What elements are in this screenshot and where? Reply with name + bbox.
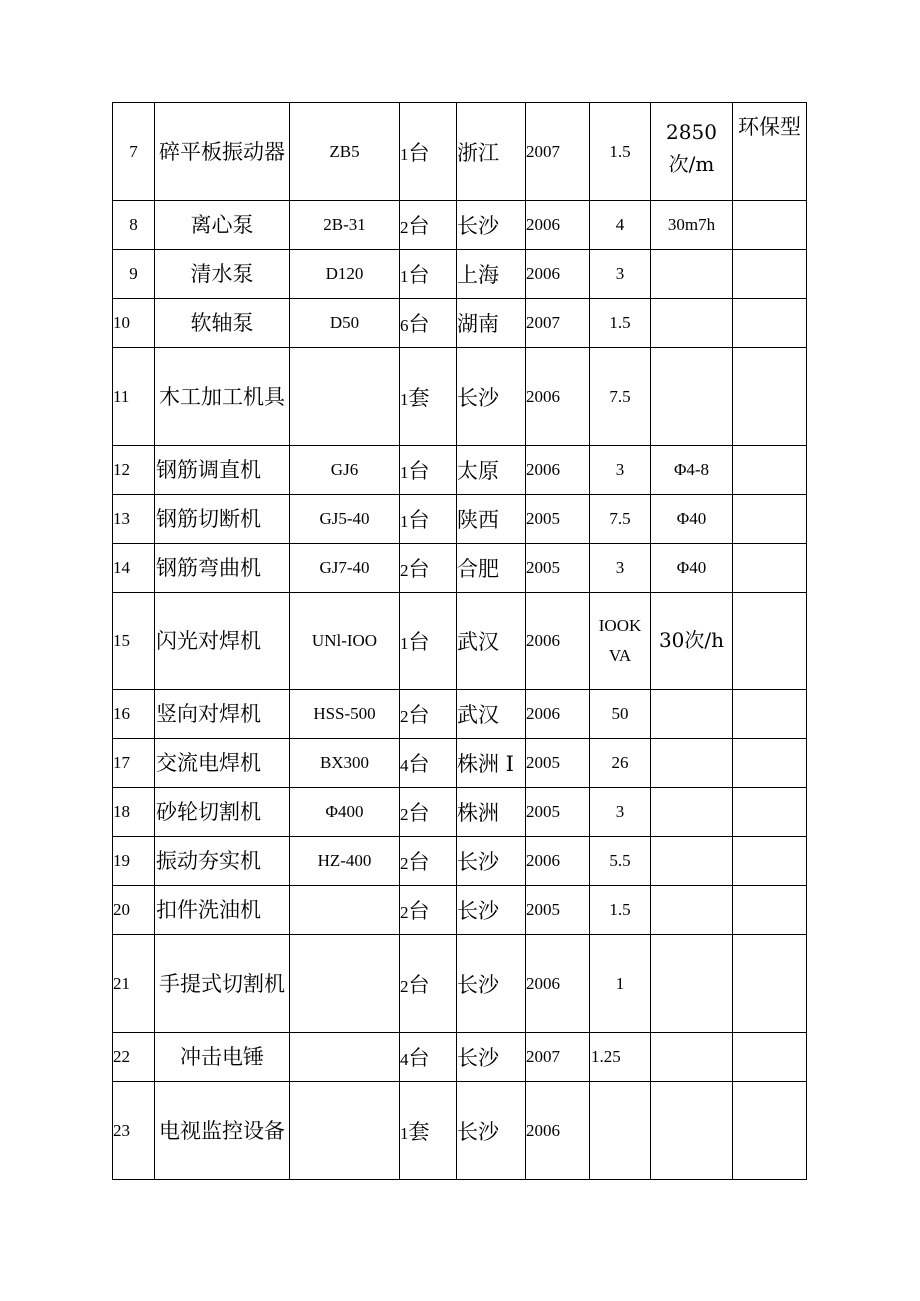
equipment-quantity: 4台 xyxy=(400,1033,457,1082)
equipment-name: 砂轮切割机 xyxy=(155,788,290,837)
equipment-model: HSS-500 xyxy=(290,690,400,739)
table-row xyxy=(113,299,807,348)
equipment-quantity: 1台 xyxy=(400,250,457,299)
row-number: 18 xyxy=(113,788,155,837)
equipment-spec: Φ40 xyxy=(651,544,733,593)
equipment-power xyxy=(590,1082,651,1180)
equipment-spec xyxy=(651,739,733,788)
equipment-note xyxy=(733,1033,807,1082)
equipment-origin: 长沙 xyxy=(457,1082,526,1180)
equipment-quantity: 2台 xyxy=(400,201,457,250)
equipment-power: IOOKVA xyxy=(590,593,651,690)
equipment-spec xyxy=(651,1033,733,1082)
equipment-power: 7.5 xyxy=(590,348,651,446)
equipment-year: 2006 xyxy=(526,690,590,739)
equipment-year: 2006 xyxy=(526,593,590,690)
table-row xyxy=(113,1033,807,1082)
equipment-note xyxy=(733,739,807,788)
equipment-power: 3 xyxy=(590,446,651,495)
row-number: 13 xyxy=(113,495,155,544)
equipment-model: BX300 xyxy=(290,739,400,788)
table-row xyxy=(113,1082,807,1180)
row-number: 12 xyxy=(113,446,155,495)
equipment-quantity: 2台 xyxy=(400,886,457,935)
table-row xyxy=(113,788,807,837)
equipment-power: 3 xyxy=(590,788,651,837)
row-number: 15 xyxy=(113,593,155,690)
equipment-note xyxy=(733,788,807,837)
equipment-name: 竖向对焊机 xyxy=(155,690,290,739)
equipment-note xyxy=(733,446,807,495)
equipment-spec: Φ4-8 xyxy=(651,446,733,495)
equipment-quantity: 2台 xyxy=(400,837,457,886)
row-number: 8 xyxy=(113,201,155,250)
equipment-spec xyxy=(651,299,733,348)
equipment-year: 2005 xyxy=(526,739,590,788)
table-row xyxy=(113,886,807,935)
equipment-origin: 长沙 xyxy=(457,886,526,935)
equipment-note xyxy=(733,935,807,1033)
equipment-year: 2005 xyxy=(526,886,590,935)
equipment-note xyxy=(733,690,807,739)
equipment-note xyxy=(733,299,807,348)
equipment-year: 2007 xyxy=(526,299,590,348)
equipment-quantity: 2台 xyxy=(400,690,457,739)
equipment-name: 软轴泵 xyxy=(155,299,290,348)
equipment-name: 扣件洗油机 xyxy=(155,886,290,935)
equipment-spec: 30次/h xyxy=(651,593,733,690)
equipment-name: 钢筋切断机 xyxy=(155,495,290,544)
equipment-model xyxy=(290,935,400,1033)
row-number: 7 xyxy=(113,103,155,201)
equipment-origin: 太原 xyxy=(457,446,526,495)
equipment-origin: 陕西 xyxy=(457,495,526,544)
equipment-name: 离心泵 xyxy=(155,201,290,250)
equipment-year: 2006 xyxy=(526,348,590,446)
equipment-spec xyxy=(651,1082,733,1180)
equipment-year: 2005 xyxy=(526,788,590,837)
equipment-quantity: 1台 xyxy=(400,446,457,495)
equipment-quantity: 1台 xyxy=(400,495,457,544)
equipment-name: 电视监控设备 xyxy=(155,1082,290,1180)
equipment-name: 振动夯实机 xyxy=(155,837,290,886)
equipment-model: GJ6 xyxy=(290,446,400,495)
equipment-year: 2006 xyxy=(526,201,590,250)
equipment-model: 2B-31 xyxy=(290,201,400,250)
equipment-spec xyxy=(651,250,733,299)
equipment-year: 2005 xyxy=(526,544,590,593)
row-number: 9 xyxy=(113,250,155,299)
equipment-origin: 合肥 xyxy=(457,544,526,593)
equipment-model: GJ7-40 xyxy=(290,544,400,593)
equipment-origin: 武汉 xyxy=(457,593,526,690)
equipment-note xyxy=(733,886,807,935)
table-row xyxy=(113,739,807,788)
equipment-origin: 株洲 I xyxy=(457,739,526,788)
equipment-origin: 湖南 xyxy=(457,299,526,348)
equipment-note xyxy=(733,348,807,446)
equipment-year: 2007 xyxy=(526,1033,590,1082)
equipment-name: 钢筋调直机 xyxy=(155,446,290,495)
row-number: 10 xyxy=(113,299,155,348)
equipment-model: D120 xyxy=(290,250,400,299)
equipment-year: 2006 xyxy=(526,1082,590,1180)
equipment-power: 50 xyxy=(590,690,651,739)
equipment-note xyxy=(733,544,807,593)
equipment-model: HZ-400 xyxy=(290,837,400,886)
equipment-spec xyxy=(651,935,733,1033)
equipment-model: D50 xyxy=(290,299,400,348)
equipment-quantity: 4台 xyxy=(400,739,457,788)
equipment-quantity: 2台 xyxy=(400,544,457,593)
equipment-power: 3 xyxy=(590,544,651,593)
equipment-name: 闪光对焊机 xyxy=(155,593,290,690)
equipment-model xyxy=(290,348,400,446)
equipment-quantity: 1套 xyxy=(400,1082,457,1180)
table-row xyxy=(113,544,807,593)
equipment-model: GJ5-40 xyxy=(290,495,400,544)
equipment-note xyxy=(733,593,807,690)
row-number: 20 xyxy=(113,886,155,935)
row-number: 22 xyxy=(113,1033,155,1082)
equipment-model: UNl-IOO xyxy=(290,593,400,690)
equipment-power: 1.5 xyxy=(590,886,651,935)
equipment-quantity: 1台 xyxy=(400,103,457,201)
equipment-year: 2006 xyxy=(526,837,590,886)
row-number: 23 xyxy=(113,1082,155,1180)
row-number: 21 xyxy=(113,935,155,1033)
equipment-origin: 长沙 xyxy=(457,837,526,886)
equipment-quantity: 1套 xyxy=(400,348,457,446)
equipment-quantity: 2台 xyxy=(400,788,457,837)
equipment-note xyxy=(733,495,807,544)
equipment-power: 1.25 xyxy=(590,1033,651,1082)
equipment-spec: 30m7h xyxy=(651,201,733,250)
equipment-model xyxy=(290,886,400,935)
equipment-name: 木工加工机具 xyxy=(155,348,290,446)
equipment-year: 2007 xyxy=(526,103,590,201)
equipment-origin: 长沙 xyxy=(457,1033,526,1082)
equipment-model xyxy=(290,1082,400,1180)
equipment-name: 碎平板振动器 xyxy=(155,103,290,201)
equipment-power: 1.5 xyxy=(590,299,651,348)
equipment-note: 环保型 xyxy=(733,103,807,201)
equipment-spec xyxy=(651,348,733,446)
equipment-spec: Φ40 xyxy=(651,495,733,544)
equipment-quantity: 1台 xyxy=(400,593,457,690)
row-number: 16 xyxy=(113,690,155,739)
equipment-name: 清水泵 xyxy=(155,250,290,299)
table-row xyxy=(113,250,807,299)
equipment-origin: 株洲 xyxy=(457,788,526,837)
equipment-spec xyxy=(651,837,733,886)
equipment-origin: 浙江 xyxy=(457,103,526,201)
table-row xyxy=(113,201,807,250)
equipment-power: 7.5 xyxy=(590,495,651,544)
equipment-name: 冲击电锤 xyxy=(155,1033,290,1082)
equipment-power: 1.5 xyxy=(590,103,651,201)
equipment-note xyxy=(733,837,807,886)
equipment-origin: 长沙 xyxy=(457,348,526,446)
equipment-name: 钢筋弯曲机 xyxy=(155,544,290,593)
equipment-origin: 武汉 xyxy=(457,690,526,739)
equipment-power: 4 xyxy=(590,201,651,250)
row-number: 11 xyxy=(113,348,155,446)
table-row xyxy=(113,837,807,886)
equipment-quantity: 2台 xyxy=(400,935,457,1033)
equipment-table xyxy=(112,102,807,1180)
equipment-spec: 2850次/m xyxy=(651,103,733,201)
equipment-year: 2005 xyxy=(526,495,590,544)
table-row xyxy=(113,935,807,1033)
equipment-origin: 长沙 xyxy=(457,201,526,250)
equipment-spec xyxy=(651,886,733,935)
equipment-origin: 长沙 xyxy=(457,935,526,1033)
equipment-year: 2006 xyxy=(526,250,590,299)
equipment-power: 1 xyxy=(590,935,651,1033)
equipment-model: ZB5 xyxy=(290,103,400,201)
equipment-note xyxy=(733,250,807,299)
equipment-origin: 上海 xyxy=(457,250,526,299)
equipment-spec xyxy=(651,690,733,739)
equipment-note xyxy=(733,201,807,250)
equipment-quantity: 6台 xyxy=(400,299,457,348)
table-row xyxy=(113,348,807,446)
row-number: 19 xyxy=(113,837,155,886)
table-row xyxy=(113,593,807,690)
equipment-power: 5.5 xyxy=(590,837,651,886)
row-number: 17 xyxy=(113,739,155,788)
equipment-note xyxy=(733,1082,807,1180)
equipment-year: 2006 xyxy=(526,446,590,495)
equipment-model: Φ400 xyxy=(290,788,400,837)
table-row xyxy=(113,103,807,201)
equipment-model xyxy=(290,1033,400,1082)
table-row xyxy=(113,690,807,739)
table-row xyxy=(113,446,807,495)
table-row xyxy=(113,495,807,544)
equipment-spec xyxy=(651,788,733,837)
equipment-name: 交流电焊机 xyxy=(155,739,290,788)
equipment-power: 3 xyxy=(590,250,651,299)
equipment-year: 2006 xyxy=(526,935,590,1033)
equipment-power: 26 xyxy=(590,739,651,788)
equipment-name: 手提式切割机 xyxy=(155,935,290,1033)
row-number: 14 xyxy=(113,544,155,593)
